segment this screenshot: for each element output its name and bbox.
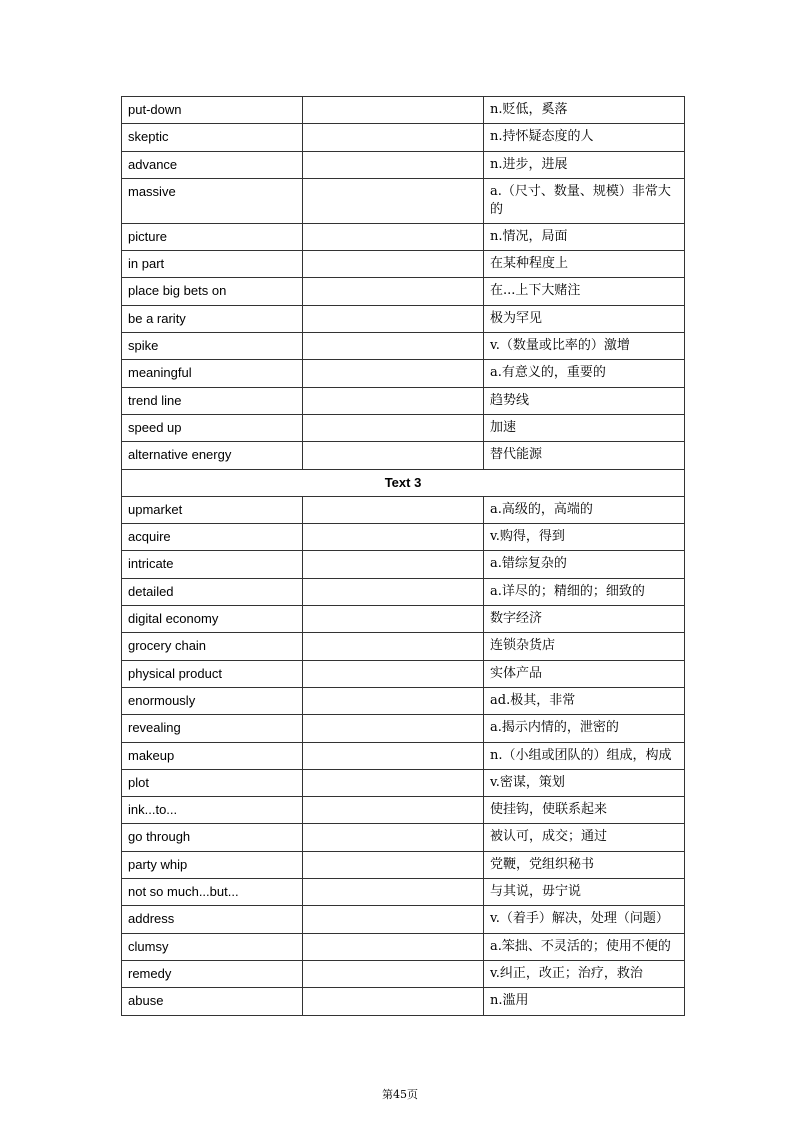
blank-cell <box>303 660 484 687</box>
word-cell: clumsy <box>122 933 303 960</box>
blank-cell <box>303 360 484 387</box>
meaning-cell: a.（尺寸、数量、规模）非常大的 <box>484 178 685 223</box>
word-cell: skeptic <box>122 124 303 151</box>
table-row <box>122 124 685 151</box>
table-row <box>122 333 685 360</box>
table-row <box>122 906 685 933</box>
meaning-cell: n.滥用 <box>484 988 685 1015</box>
table-row <box>122 178 685 223</box>
blank-cell <box>303 524 484 551</box>
table-row <box>122 933 685 960</box>
meaning-cell: n.情况，局面 <box>484 223 685 250</box>
meaning-cell: v.纠正，改正；治疗，救治 <box>484 960 685 987</box>
blank-cell <box>303 906 484 933</box>
blank-cell <box>303 960 484 987</box>
table-row <box>122 742 685 769</box>
meaning-cell: 与其说，毋宁说 <box>484 879 685 906</box>
word-cell: put-down <box>122 97 303 124</box>
meaning-cell: v.（数量或比率的）激增 <box>484 333 685 360</box>
meaning-cell: a.高级的，高端的 <box>484 496 685 523</box>
blank-cell <box>303 251 484 278</box>
blank-cell <box>303 933 484 960</box>
word-cell: intricate <box>122 551 303 578</box>
table-row <box>122 797 685 824</box>
blank-cell <box>303 178 484 223</box>
table-row <box>122 524 685 551</box>
word-cell: massive <box>122 178 303 223</box>
word-cell: alternative energy <box>122 442 303 469</box>
section-header-row <box>122 469 685 496</box>
word-cell: in part <box>122 251 303 278</box>
word-cell: picture <box>122 223 303 250</box>
meaning-cell: 趋势线 <box>484 387 685 414</box>
table-row <box>122 97 685 124</box>
blank-cell <box>303 715 484 742</box>
table-row <box>122 606 685 633</box>
meaning-cell: 党鞭，党组织秘书 <box>484 851 685 878</box>
word-cell: go through <box>122 824 303 851</box>
word-cell: physical product <box>122 660 303 687</box>
meaning-cell: v.密谋，策划 <box>484 769 685 796</box>
word-cell: detailed <box>122 578 303 605</box>
blank-cell <box>303 769 484 796</box>
word-cell: place big bets on <box>122 278 303 305</box>
meaning-cell: n.（小组或团队的）组成，构成 <box>484 742 685 769</box>
blank-cell <box>303 387 484 414</box>
meaning-cell: 使挂钩，使联系起来 <box>484 797 685 824</box>
blank-cell <box>303 851 484 878</box>
word-cell: revealing <box>122 715 303 742</box>
table-row <box>122 551 685 578</box>
table-row <box>122 578 685 605</box>
table-row <box>122 387 685 414</box>
meaning-cell: a.笨拙、不灵活的；使用不便的 <box>484 933 685 960</box>
meaning-cell: 实体产品 <box>484 660 685 687</box>
word-cell: acquire <box>122 524 303 551</box>
word-cell: speed up <box>122 414 303 441</box>
meaning-cell: ad.极其，非常 <box>484 687 685 714</box>
meaning-cell: 替代能源 <box>484 442 685 469</box>
blank-cell <box>303 97 484 124</box>
meaning-cell: 加速 <box>484 414 685 441</box>
blank-cell <box>303 988 484 1015</box>
meaning-cell: v.（着手）解决，处理（问题） <box>484 906 685 933</box>
blank-cell <box>303 414 484 441</box>
blank-cell <box>303 824 484 851</box>
blank-cell <box>303 551 484 578</box>
word-cell: spike <box>122 333 303 360</box>
table-row <box>122 305 685 332</box>
meaning-cell: 被认可，成交；通过 <box>484 824 685 851</box>
blank-cell <box>303 687 484 714</box>
blank-cell <box>303 151 484 178</box>
table-row <box>122 496 685 523</box>
blank-cell <box>303 633 484 660</box>
blank-cell <box>303 797 484 824</box>
section-title: Text 3 <box>122 469 685 496</box>
blank-cell <box>303 305 484 332</box>
word-cell: abuse <box>122 988 303 1015</box>
word-cell: grocery chain <box>122 633 303 660</box>
meaning-cell: n.持怀疑态度的人 <box>484 124 685 151</box>
table-row <box>122 251 685 278</box>
meaning-cell: a.错综复杂的 <box>484 551 685 578</box>
page-number: 第45页 <box>382 1088 418 1101</box>
meaning-cell: a.详尽的；精细的；细致的 <box>484 578 685 605</box>
word-cell: ink...to... <box>122 797 303 824</box>
word-cell: digital economy <box>122 606 303 633</box>
word-cell: makeup <box>122 742 303 769</box>
blank-cell <box>303 742 484 769</box>
table-row <box>122 715 685 742</box>
blank-cell <box>303 578 484 605</box>
table-row <box>122 660 685 687</box>
word-cell: address <box>122 906 303 933</box>
meaning-cell: a.有意义的，重要的 <box>484 360 685 387</box>
table-row <box>122 960 685 987</box>
word-cell: party whip <box>122 851 303 878</box>
table-row <box>122 414 685 441</box>
table-row <box>122 851 685 878</box>
blank-cell <box>303 333 484 360</box>
table-row <box>122 824 685 851</box>
blank-cell <box>303 278 484 305</box>
word-cell: be a rarity <box>122 305 303 332</box>
vocabulary-table-body <box>122 97 685 1016</box>
word-cell: advance <box>122 151 303 178</box>
blank-cell <box>303 124 484 151</box>
word-cell: plot <box>122 769 303 796</box>
meaning-cell: 在某种程度上 <box>484 251 685 278</box>
blank-cell <box>303 496 484 523</box>
blank-cell <box>303 442 484 469</box>
word-cell: remedy <box>122 960 303 987</box>
blank-cell <box>303 606 484 633</box>
vocabulary-table <box>121 96 685 1016</box>
table-row <box>122 879 685 906</box>
meaning-cell: 极为罕见 <box>484 305 685 332</box>
word-cell: trend line <box>122 387 303 414</box>
meaning-cell: v.购得，得到 <box>484 524 685 551</box>
meaning-cell: 数字经济 <box>484 606 685 633</box>
word-cell: not so much...but... <box>122 879 303 906</box>
meaning-cell: 连锁杂货店 <box>484 633 685 660</box>
meaning-cell: 在...上下大赌注 <box>484 278 685 305</box>
table-row <box>122 988 685 1015</box>
table-row <box>122 223 685 250</box>
meaning-cell: n.贬低，奚落 <box>484 97 685 124</box>
word-cell: enormously <box>122 687 303 714</box>
table-row <box>122 360 685 387</box>
blank-cell <box>303 223 484 250</box>
table-row <box>122 633 685 660</box>
blank-cell <box>303 879 484 906</box>
word-cell: meaningful <box>122 360 303 387</box>
table-row <box>122 278 685 305</box>
table-row <box>122 687 685 714</box>
table-row <box>122 151 685 178</box>
word-cell: upmarket <box>122 496 303 523</box>
meaning-cell: n.进步，进展 <box>484 151 685 178</box>
table-row <box>122 769 685 796</box>
meaning-cell: a.揭示内情的，泄密的 <box>484 715 685 742</box>
table-row <box>122 442 685 469</box>
